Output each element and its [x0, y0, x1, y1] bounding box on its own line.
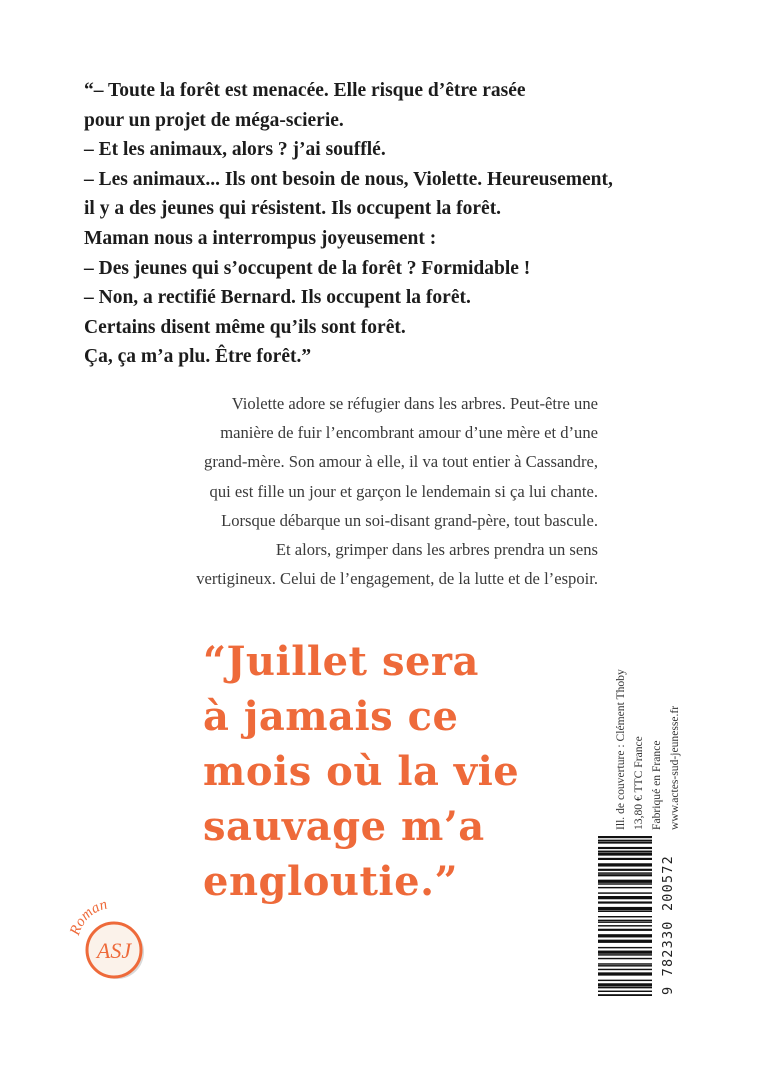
excerpt-block	[84, 76, 724, 372]
illustration-credit: Ill. de couverture : Clément Thoby	[614, 669, 627, 830]
price-text: 13,80 € TTC France	[632, 736, 645, 830]
excerpt-line: il y a des jeunes qui résistent. Ils occupent la forêt.	[84, 198, 502, 220]
summary-line: grand-mère. Son amour à elle, il va tout entier à Cassandre,	[204, 452, 598, 472]
logo-roman-label: Roman	[67, 896, 110, 938]
made-in-text: Fabriqué en France	[650, 740, 663, 830]
quote-line: mois où la vie	[203, 748, 520, 795]
summary-line: Lorsque débarque un soi-disant grand-père, tout bascule.	[221, 510, 598, 530]
summary-line: vertigineux. Celui de l’engagement, de la lutte et de l’espoir.	[196, 569, 598, 589]
excerpt-line: Certains disent même qu’ils sont forêt.	[84, 316, 406, 338]
summary-block	[92, 389, 598, 593]
quote-line: sauvage m’a	[203, 803, 485, 850]
quote-line: à jamais ce	[203, 693, 459, 740]
excerpt-line: Ça, ça m’a plu. Être forêt.”	[84, 346, 312, 368]
excerpt-line: – Les animaux... Ils ont besoin de nous, Violette. Heureusement,	[84, 168, 613, 190]
barcode-image	[598, 836, 652, 996]
summary-line: Violette adore se réfugier dans les arbres. Peut-être une	[231, 394, 598, 413]
credits-block	[612, 620, 684, 830]
excerpt-line: Maman nous a interrompus joyeusement :	[84, 227, 437, 249]
quote-line: engloutie.”	[203, 858, 459, 905]
summary-line: qui est fille un jour et garçon le lendemain si ça lui chante.	[209, 481, 598, 501]
logo-monogram: ASJ	[96, 938, 132, 963]
summary-line: Et alors, grimper dans les arbres prendra un sens	[275, 540, 598, 560]
excerpt-line: pour un projet de méga-scierie.	[84, 109, 344, 131]
excerpt-line: – Et les animaux, alors ? j’ai soufflé.	[84, 139, 386, 161]
summary-line: manière de fuir l’encombrant amour d’une mère et d’une	[220, 423, 598, 443]
publisher-logo	[64, 888, 160, 988]
excerpt-line: – Des jeunes qui s’occupent de la forêt ? Formidable !	[84, 257, 531, 279]
excerpt-line: – Non, a rectifié Bernard. Ils occupent la forêt.	[84, 287, 471, 309]
excerpt-line: “– Toute la forêt est menacée. Elle risque d’être rasée	[84, 80, 526, 101]
website-text: www.actes-sud-jeunesse.fr	[668, 705, 681, 830]
barcode-digits: 9 782330 200572	[660, 855, 676, 995]
quote-line: “Juillet sera	[203, 638, 479, 685]
pull-quote	[203, 634, 603, 909]
